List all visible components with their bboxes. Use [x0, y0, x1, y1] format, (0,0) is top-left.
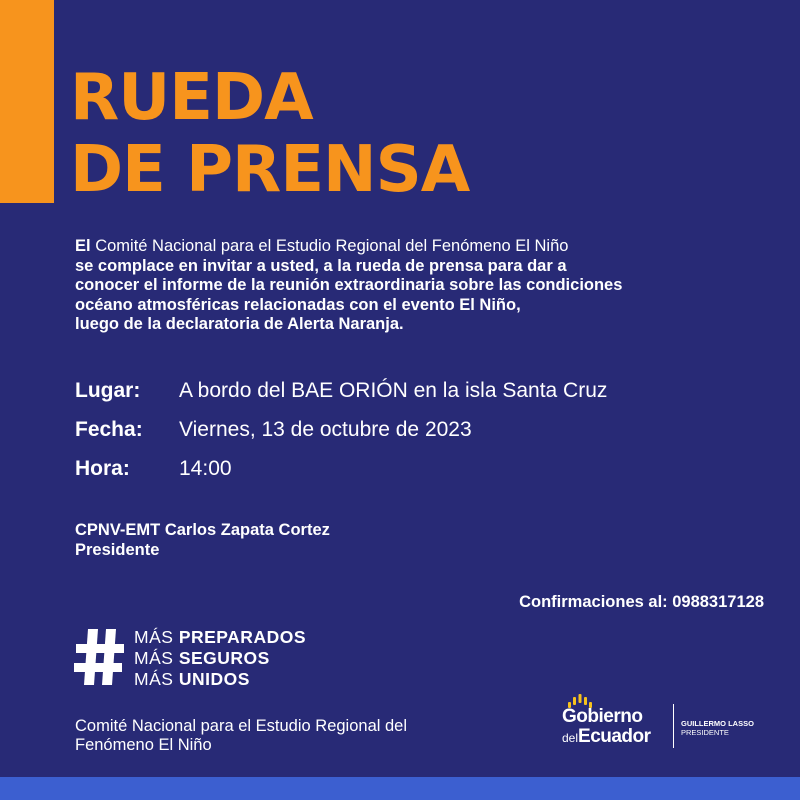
slogan-lines: [134, 627, 306, 690]
hashtag-icon: [74, 627, 126, 687]
title-line-1: RUEDA: [70, 61, 313, 135]
gov-word-gobierno: Gobierno: [562, 706, 643, 727]
gobierno-ecuador-logo: [560, 694, 780, 754]
page-title: [70, 62, 469, 206]
bottom-band: [0, 777, 800, 800]
signature-block: [75, 520, 330, 560]
slogan-line-3: MÁS UNIDOS: [134, 669, 250, 689]
gov-word-ecuador: delEcuador: [562, 726, 651, 747]
detail-value-fecha: Viernes, 13 de octubre de 2023: [179, 418, 472, 441]
title-line-2: DE PRENSA: [70, 133, 470, 207]
detail-label-fecha: Fecha:: [75, 418, 143, 441]
accent-bar: [0, 0, 54, 203]
gov-person: [681, 719, 754, 737]
footer-org-line-2: Fenómeno El Niño: [75, 736, 212, 754]
signature-name: CPNV-EMT Carlos Zapata Cortez: [75, 521, 330, 539]
intro-line-1: [75, 237, 775, 257]
intro-lead: El: [75, 237, 91, 255]
gov-person-name: GUILLERMO LASSO: [681, 719, 754, 728]
gov-person-role: PRESIDENTE: [681, 728, 729, 737]
intro-line-3: conocer el informe de la reunión extraordinaria sobre las condiciones: [75, 276, 623, 294]
footer-org-name: [75, 717, 495, 755]
detail-value-hora: 14:00: [179, 457, 232, 480]
detail-label-hora: Hora:: [75, 457, 130, 480]
intro-org-name: Comité Nacional para el Estudio Regional del Fenómeno El Niño: [95, 237, 569, 255]
signature-role: Presidente: [75, 541, 160, 559]
slogan-block: [74, 627, 306, 690]
confirmation-phone: Confirmaciones al: 0988317128: [519, 593, 764, 611]
intro-paragraph: [75, 237, 775, 335]
intro-line-5: luego de la declaratoria de Alerta Naranja.: [75, 315, 404, 333]
detail-label-lugar: Lugar:: [75, 379, 141, 402]
logo-divider: [673, 704, 674, 748]
intro-line-2: se complace en invitar a usted, a la rueda de prensa para dar a: [75, 256, 567, 275]
slogan-line-1: MÁS PREPARADOS: [134, 627, 307, 647]
intro-line-4: océano atmosféricas relacionadas con el evento El Niño,: [75, 295, 521, 314]
slogan-line-2: MÁS SEGUROS: [134, 648, 270, 668]
detail-value-lugar: A bordo del BAE ORIÓN en la isla Santa Cruz: [179, 379, 608, 402]
footer-org-line-1: Comité Nacional para el Estudio Regional del: [75, 717, 408, 735]
